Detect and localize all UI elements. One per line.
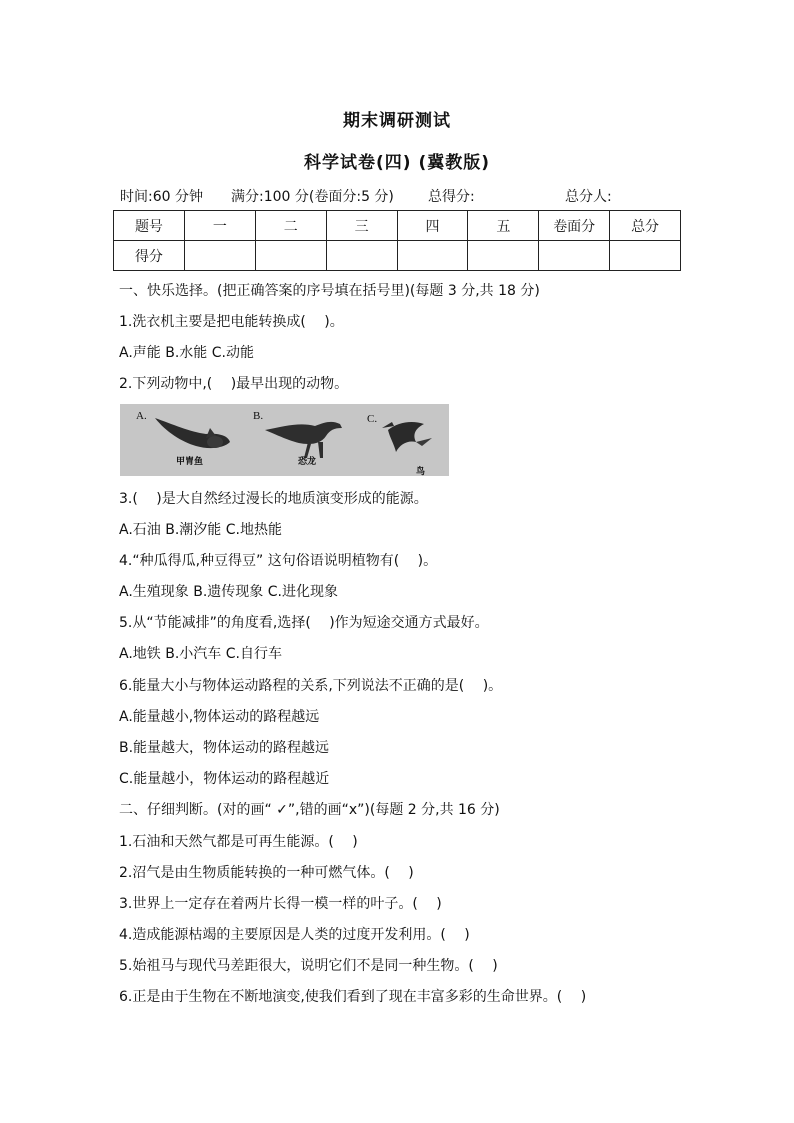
header-cell: 五 [468,211,539,241]
exam-subtitle: 科学试卷(四) (冀教版) [304,153,490,173]
question-4-options: A.生殖现象 B.遗传现象 C.进化现象 [119,584,338,600]
score-cell[interactable] [255,241,326,271]
judgement-2: 2.沼气是由生物质能转换的一种可燃气体。( ) [119,865,414,881]
score-table [113,210,681,271]
header-cell: 四 [397,211,468,241]
time-limit: 时间:60 分钟 [120,189,203,205]
question-5-options: A.地铁 B.小汽车 C.自行车 [119,646,282,662]
question-6-option-c: C.能量越小，物体运动的路程越近 [119,771,330,787]
label-a: A. [136,410,147,422]
judgement-4: 4.造成能源枯竭的主要原因是人类的过度开发利用。( ) [119,927,470,943]
exam-title: 期末调研测试 [343,111,451,131]
score-cell[interactable] [184,241,255,271]
score-table-header-row [114,211,681,241]
scorer-label: 总分人: [565,189,612,205]
question-6-option-a: A.能量越小,物体运动的路程越远 [119,709,320,725]
question-1: 1.洗衣机主要是把电能转换成( )。 [119,314,344,330]
total-score-label: 总得分: [428,189,475,205]
full-score: 满分:100 分(卷面分:5 分) [231,189,394,205]
question-6-option-b: B.能量越大，物体运动的路程越远 [119,740,330,756]
question-2: 2.下列动物中,( )最早出现的动物。 [119,376,349,392]
question-5: 5.从“节能减排”的角度看,选择( )作为短途交通方式最好。 [119,615,489,631]
score-cell[interactable] [539,241,610,271]
header-cell: 三 [326,211,397,241]
animals-illustration [120,404,449,476]
judgement-6: 6.正是由于生物在不断地演变,使我们看到了现在丰富多彩的生命世界。( ) [119,989,587,1005]
judgement-3: 3.世界上一定存在着两片长得一模一样的叶子。( ) [119,896,442,912]
question-2-figure [120,404,449,476]
question-3-options: A.石油 B.潮汐能 C.地热能 [119,522,282,538]
section1-heading: 一、快乐选择。(把正确答案的序号填在括号里)(每题 3 分,共 18 分) [119,283,540,299]
score-cell[interactable] [326,241,397,271]
caption-c: 鸟 [416,467,426,476]
question-6: 6.能量大小与物体运动路程的关系,下列说法不正确的是( )。 [119,678,503,694]
label-c: C. [367,413,378,425]
label-b: B. [253,410,264,422]
row-label-cell: 得分 [114,241,185,271]
judgement-1: 1.石油和天然气都是可再生能源。( ) [119,834,358,850]
score-cell[interactable] [397,241,468,271]
question-3: 3.( )是大自然经过漫长的地质演变形成的能源。 [119,491,428,507]
score-cell[interactable] [610,241,681,271]
header-cell: 题号 [114,211,185,241]
caption-a: 甲胄鱼 [176,457,204,467]
question-1-options: A.声能 B.水能 C.动能 [119,345,254,361]
score-table-score-row [114,241,681,271]
header-cell: 一 [184,211,255,241]
question-4: 4.“种瓜得瓜,种豆得豆” 这句俗语说明植物有( )。 [119,553,438,569]
header-cell: 二 [255,211,326,241]
judgement-5: 5.始祖马与现代马差距很大，说明它们不是同一种生物。( ) [119,958,498,974]
header-cell: 卷面分 [539,211,610,241]
score-cell[interactable] [468,241,539,271]
header-cell: 总分 [610,211,681,241]
section2-heading: 二、仔细判断。(对的画“ ✓”,错的画“x”)(每题 2 分,共 16 分) [119,802,500,818]
caption-b: 恐龙 [298,457,317,467]
